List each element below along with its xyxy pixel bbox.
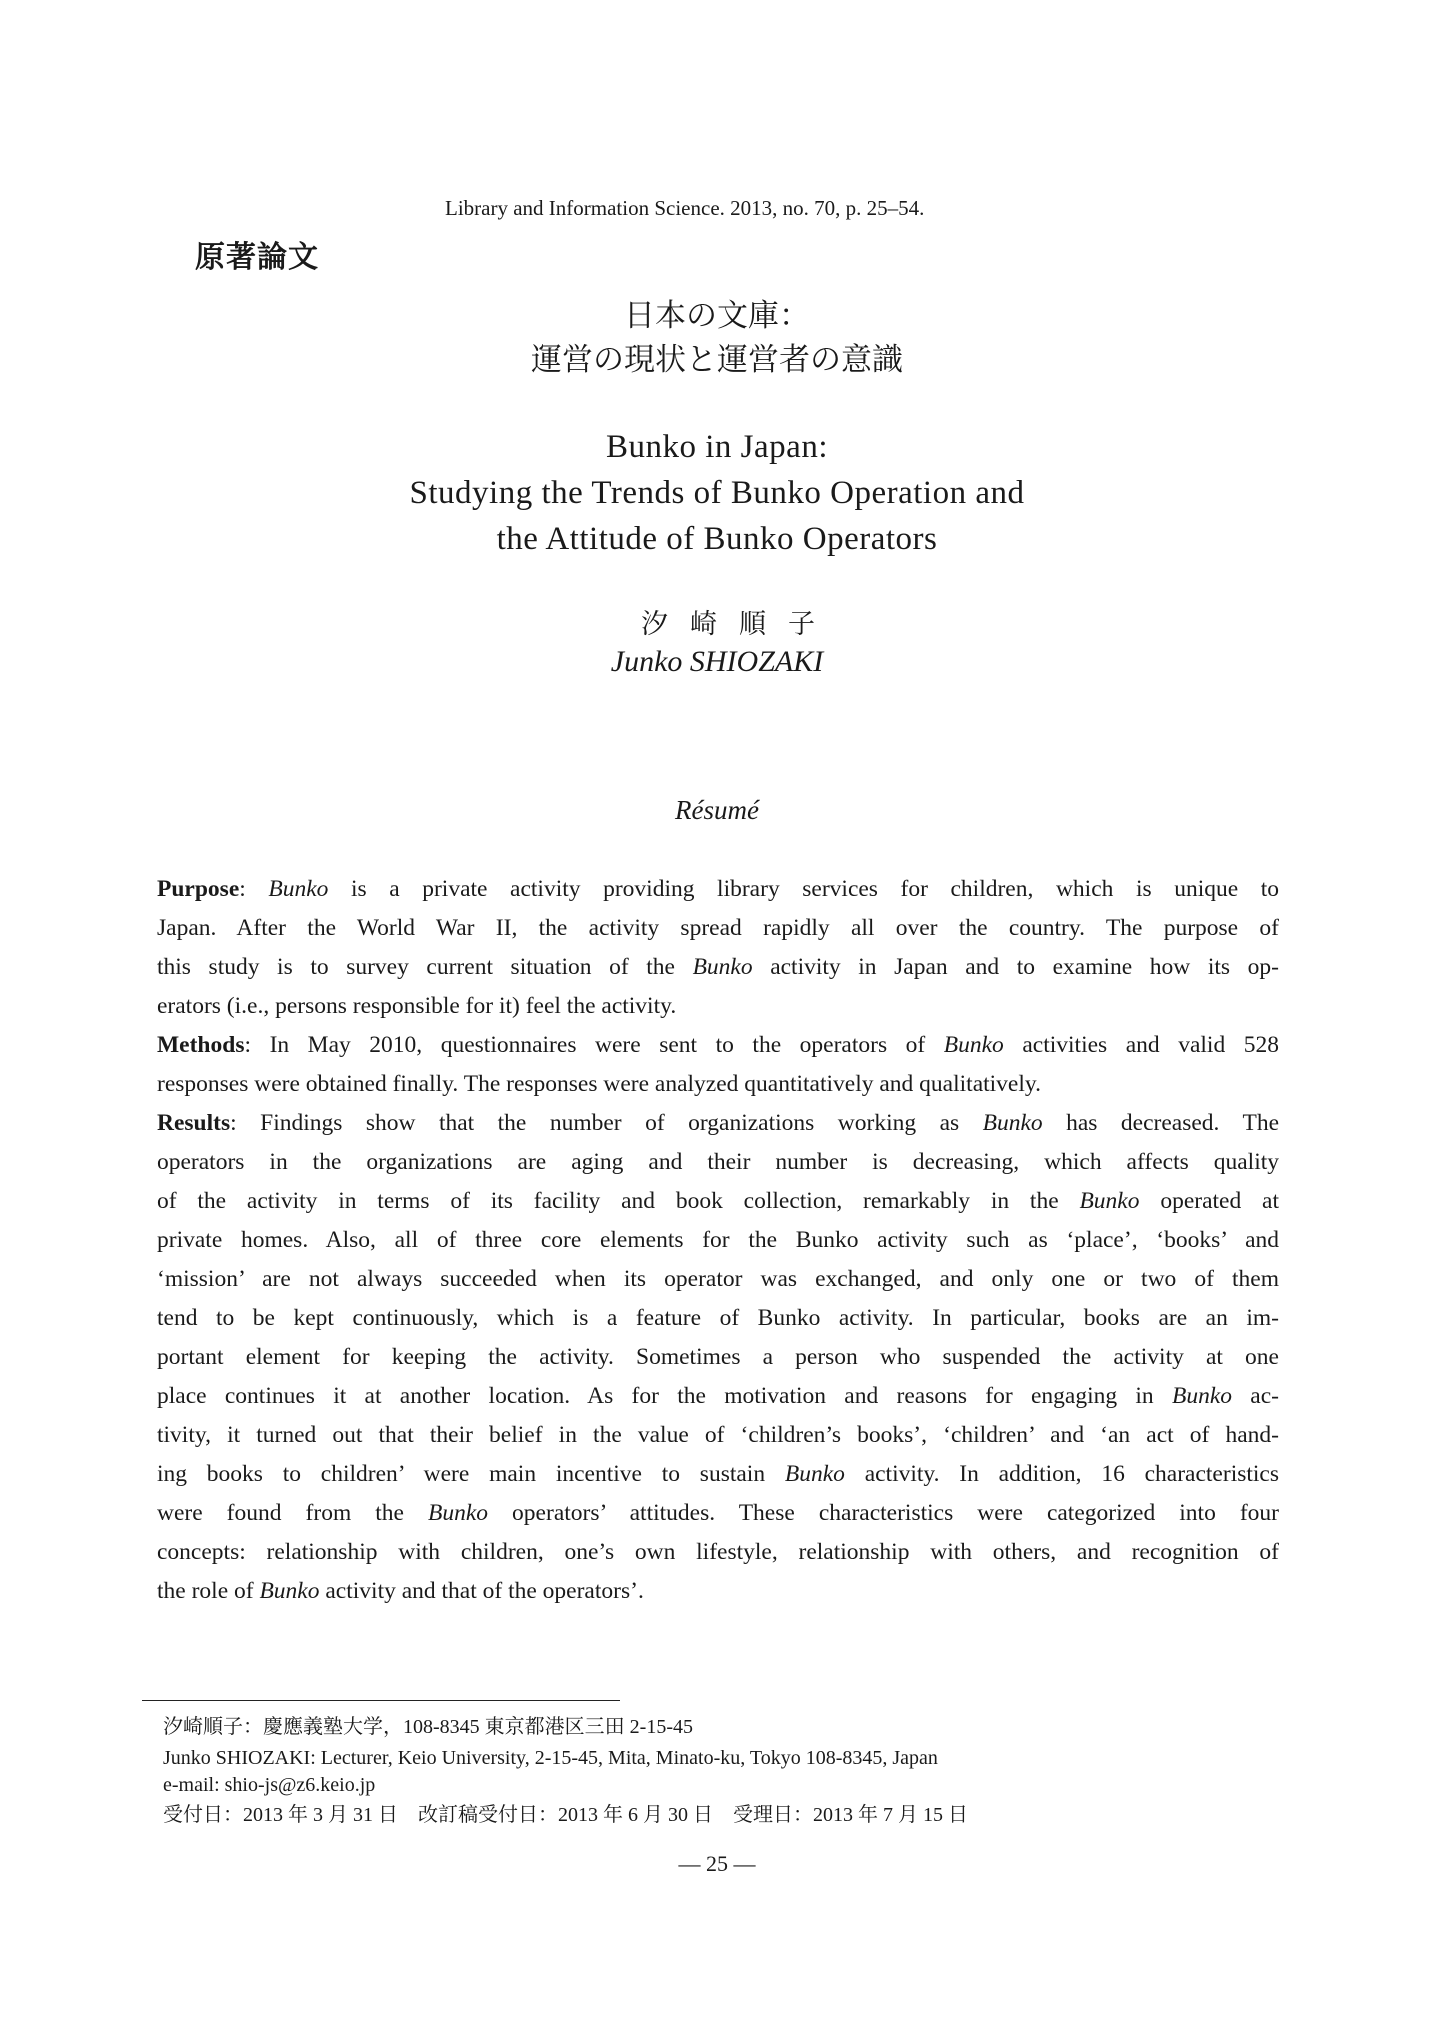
text-run: is a private activity providing library services for children, which is unique to bbox=[328, 876, 1279, 902]
text-run: operators’ attitudes. These characteristics were categorized into four bbox=[488, 1500, 1279, 1526]
italic-term: Bunko bbox=[784, 1461, 845, 1487]
section-label: Methods bbox=[157, 1032, 245, 1058]
japanese-title bbox=[0, 294, 1434, 382]
italic-term: Bunko bbox=[1171, 1383, 1233, 1409]
abstract-line bbox=[157, 1338, 1279, 1377]
english-title bbox=[0, 424, 1434, 562]
abstract-section-results bbox=[157, 1104, 1279, 1611]
section-label: Results bbox=[157, 1110, 231, 1136]
italic-term: Bunko bbox=[1079, 1188, 1140, 1214]
submission-dates: 受付日：2013 年 3 月 31 日 改訂稿受付日：2013 年 6 月 30 日 受理日：2013 年 7 月 15 日 bbox=[163, 1804, 968, 1826]
english-title-line: the Attitude of Bunko Operators bbox=[496, 521, 938, 557]
page-number: — 25 — bbox=[678, 1851, 756, 1876]
abstract-line bbox=[157, 1260, 1279, 1299]
abstract-line bbox=[157, 987, 1279, 1026]
italic-term: Bunko bbox=[692, 954, 753, 980]
author-name-english: Junko SHIOZAKI bbox=[610, 645, 824, 678]
abstract-section-methods bbox=[157, 1026, 1279, 1104]
author-name-japanese: 汐崎順子 bbox=[641, 609, 837, 639]
abstract-line bbox=[157, 1143, 1279, 1182]
abstract-body bbox=[157, 870, 1279, 1611]
text-run: activities and valid 528 bbox=[1003, 1032, 1279, 1058]
journal-citation: Library and Information Science. 2013, no. 70, p. 25–54. bbox=[445, 196, 925, 220]
text-run: concepts: relationship with children, one’s own lifestyle, relationship with others, and recognition of bbox=[157, 1539, 1279, 1565]
abstract-line: Results: Findings show that the number of organizations working as Bunko has decreased. The bbox=[157, 1110, 1279, 1136]
text-run: operators in the organizations are aging and their number is decreasing, which affects quality bbox=[157, 1149, 1279, 1175]
author-email: e-mail: shio-js@z6.keio.jp bbox=[163, 1774, 376, 1796]
abstract-line bbox=[157, 1455, 1279, 1494]
abstract-line bbox=[157, 909, 1279, 948]
text-run: private homes. Also, all of three core elements for the Bunko activity such as ‘place’, ‘books’ and bbox=[157, 1227, 1279, 1253]
text-run: activity. In addition, 16 characteristics bbox=[844, 1461, 1279, 1487]
text-run: portant element for keeping the activity. Sometimes a person who suspended the activity at one bbox=[157, 1344, 1279, 1370]
text-run: operated at bbox=[1139, 1188, 1279, 1214]
abstract-line: Purpose: Bunko is a private activity providing library services for children, which is unique to bbox=[157, 876, 1279, 902]
text-run: Japan. After the World War II, the activity spread rapidly all over the country. The purpose of bbox=[157, 915, 1279, 941]
text-run: this study is to survey current situation of the bbox=[157, 954, 693, 980]
italic-term: Bunko bbox=[259, 1578, 320, 1604]
text-run: of the activity in terms of its facility and book collection, remarkably in the bbox=[157, 1188, 1080, 1214]
section-label: Purpose bbox=[157, 876, 240, 902]
abstract-line bbox=[157, 1494, 1279, 1533]
text-run: has decreased. The bbox=[1042, 1110, 1279, 1136]
text-run: tend to be kept continuously, which is a feature of Bunko activity. In particular, books are an im- bbox=[157, 1305, 1279, 1331]
text-run: ‘mission’ are not always succeeded when its operator was exchanged, and only one or two of them bbox=[157, 1266, 1279, 1292]
abstract-line: Methods: In May 2010, questionnaires were sent to the operators of Bunko activities and valid 528 bbox=[157, 1032, 1279, 1058]
italic-term: Bunko bbox=[268, 876, 329, 902]
footnote-divider bbox=[142, 1700, 620, 1701]
abstract-line bbox=[157, 1182, 1279, 1221]
abstract-line bbox=[157, 1221, 1279, 1260]
abstract-line bbox=[157, 1572, 1279, 1611]
italic-term: Bunko bbox=[943, 1032, 1004, 1058]
abstract-heading: Résumé bbox=[675, 795, 759, 825]
abstract-line bbox=[157, 1299, 1279, 1338]
italic-term: Bunko bbox=[982, 1110, 1043, 1136]
abstract-line bbox=[157, 948, 1279, 987]
text-run: ac- bbox=[1232, 1383, 1279, 1409]
text-run: In May 2010, questionnaires were sent to the operators of bbox=[269, 1032, 944, 1058]
abstract-section-purpose bbox=[157, 870, 1279, 1026]
abstract-line bbox=[157, 1416, 1279, 1455]
text-run: the role of bbox=[157, 1578, 260, 1604]
japanese-title-line: 運営の現状と運営者の意識 bbox=[531, 342, 903, 377]
abstract-line bbox=[157, 1533, 1279, 1572]
english-title-line: Studying the Trends of Bunko Operation and bbox=[409, 475, 1025, 511]
text-run: activity in Japan and to examine how its op- bbox=[752, 954, 1279, 980]
text-run: erators (i.e., persons responsible for it) feel the activity. bbox=[157, 993, 677, 1019]
text-run: responses were obtained finally. The responses were analyzed quantitatively and qualitatively. bbox=[157, 1071, 1041, 1097]
japanese-title-line: 日本の文庫： bbox=[624, 298, 810, 333]
footnote bbox=[163, 1712, 968, 1830]
text-run: Findings show that the number of organizations working as bbox=[260, 1110, 983, 1136]
abstract-line bbox=[157, 1065, 1279, 1104]
abstract-line bbox=[157, 1377, 1279, 1416]
italic-term: Bunko bbox=[427, 1500, 489, 1526]
affiliation-english: Junko SHIOZAKI: Lecturer, Keio University, 2-15-45, Mita, Minato-ku, Tokyo 108-8345, Japan bbox=[163, 1747, 938, 1769]
affiliation-japanese: 汐崎順子：慶應義塾大学，108-8345 東京都港区三田 2-15-45 bbox=[163, 1716, 693, 1738]
english-title-line: Bunko in Japan: bbox=[606, 429, 828, 465]
article-type-label: 原著論文 bbox=[195, 240, 319, 275]
text-run: place continues it at another location. As for the motivation and reasons for engaging in bbox=[157, 1383, 1172, 1409]
text-run: tivity, it turned out that their belief in the value of ‘children’s books’, ‘children’ and ‘an act of hand- bbox=[157, 1422, 1279, 1448]
text-run: activity and that of the operators’. bbox=[319, 1578, 644, 1604]
text-run: were found from the bbox=[157, 1500, 428, 1526]
text-run: ing books to children’ were main incentive to sustain bbox=[157, 1461, 785, 1487]
